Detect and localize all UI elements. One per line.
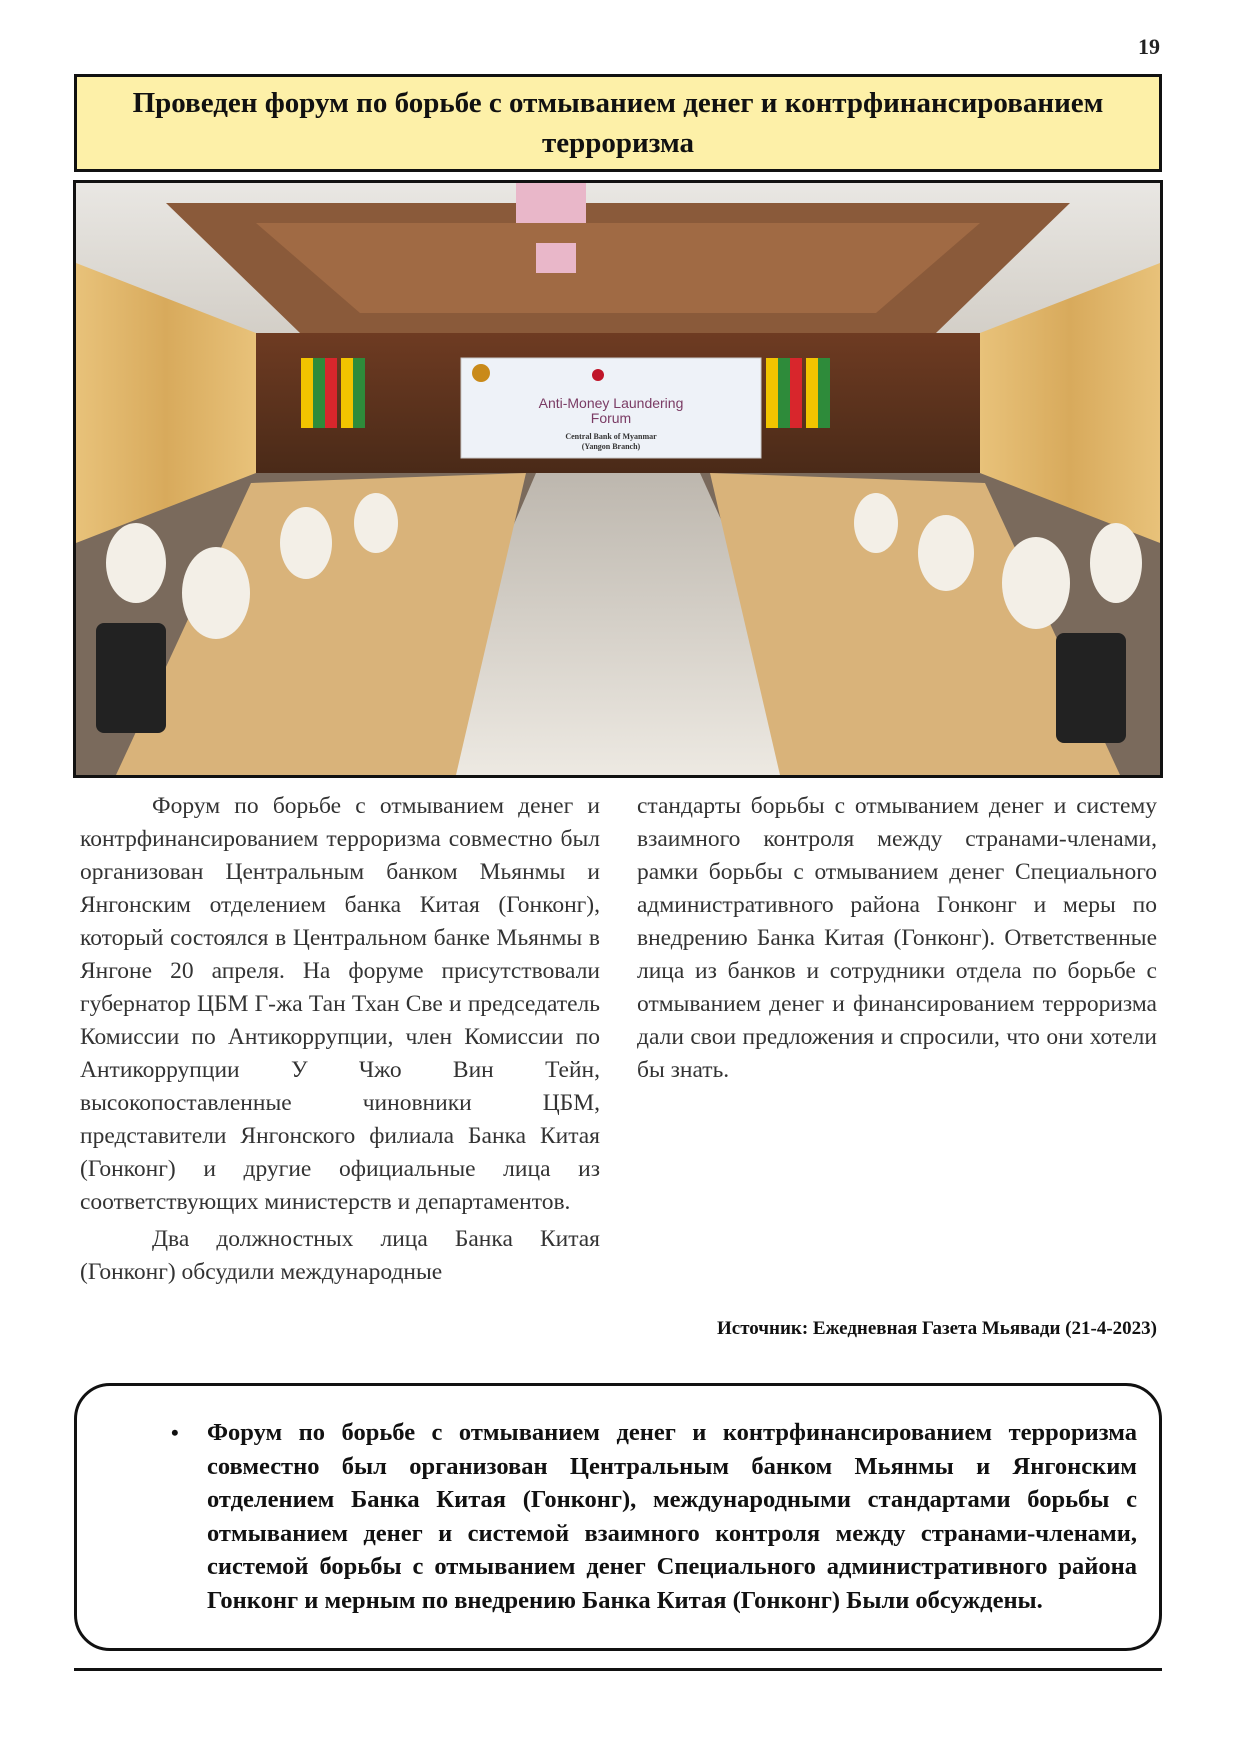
bullet-icon: • bbox=[171, 1420, 179, 1445]
bottom-divider bbox=[74, 1668, 1162, 1671]
source-citation: Источник: Ежедневная Газета Мьявади (21-4-2023) bbox=[717, 1318, 1157, 1339]
summary-text: Форум по борьбе с отмыванием денег и контрфинансированием терроризма совместно был организован Центральным банком Мьянмы и Янгонским отделением Банка Китая (Гонконг), международными стандартами борьбы с отмыванием денег и системой взаимного контроля между странами-членами, системой борьбы с отмыванием денег Специального административного района Гонконг и мерным по внедрению Банка Китая (Гонконг) Были обсуждены. bbox=[207, 1419, 1137, 1614]
summary-box bbox=[74, 1383, 1162, 1651]
banner-subtitle-line1: Central Bank of Myanmar bbox=[565, 432, 657, 441]
article-title: Проведен форум по борьбе с отмыванием денег и контрфинансированием терроризма bbox=[132, 87, 1104, 159]
banner-title-line1: Anti-Money Laundering bbox=[538, 395, 684, 411]
summary-list bbox=[133, 1416, 1137, 1617]
article-title-box bbox=[74, 74, 1162, 172]
article-column-right bbox=[637, 790, 1157, 1087]
forum-photo bbox=[73, 180, 1163, 778]
left-flags bbox=[301, 358, 365, 428]
forum-photo-illustration bbox=[76, 183, 1160, 775]
banner-subtitle-line2: (Yangon Branch) bbox=[581, 442, 641, 451]
page-number: 19 bbox=[1138, 34, 1160, 59]
article-paragraph: Форум по борьбе с отмыванием денег и контрфинансированием терроризма совместно был организован Центральным банком Мьянмы и Янгонским отделением банка Китая (Гонконг), который состоялся в Центральном банке Мьянмы в Янгоне 20 апреля. На форуме присутствовали губернатор ЦБМ Г-жа Тан Тхан Све и председатель Комиссии по Антикоррупции, член Комиссии по Антикоррупции У Чжо Вин Тейн, высокопоставленные чиновники ЦБМ, представители Янгонского филиала Банка Китая (Гонконг) и другие официальные лица из соответствующих министерств и департаментов. bbox=[80, 793, 600, 1215]
article-column-left bbox=[80, 790, 600, 1289]
article-paragraph: стандарты борьбы с отмыванием денег и систему взаимного контроля между странами-членами, рамки борьбы с отмыванием денег Специального административного района Гонконг и меры по внедрению Банка Китая (Гонконг). Ответственные лица из банков и сотрудники отдела по борьбе с отмыванием денег и финансированием терроризма дали свои предложения и спросили, что они хотели бы знать. bbox=[637, 793, 1157, 1083]
banner-title-line2: Forum bbox=[590, 410, 632, 426]
article-paragraph: Два должностных лица Банка Китая (Гонконг) обсудили международные bbox=[80, 1226, 600, 1285]
summary-item bbox=[133, 1416, 1137, 1617]
right-flags bbox=[766, 358, 830, 428]
